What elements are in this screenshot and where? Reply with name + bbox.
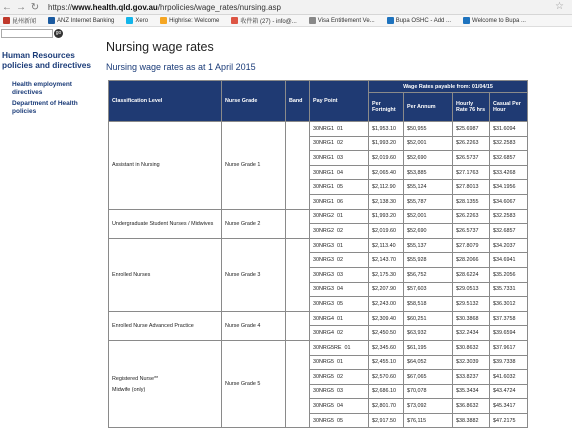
per-fortnight-cell: $2,243.00 bbox=[369, 297, 404, 312]
bookmarks-bar bbox=[0, 15, 572, 27]
per-fortnight-cell: $2,112.90 bbox=[369, 180, 404, 195]
bookmark-favicon-icon bbox=[309, 17, 316, 24]
per-annum-cell: $76,115 bbox=[404, 413, 453, 428]
per-fortnight-cell: $2,138.30 bbox=[369, 194, 404, 209]
hourly-rate-cell: $27.8013 bbox=[453, 180, 490, 195]
wage-rates-table bbox=[108, 80, 528, 428]
per-annum-cell: $55,928 bbox=[404, 253, 453, 268]
search-input[interactable] bbox=[1, 29, 53, 38]
hourly-rate-cell: $35.3434 bbox=[453, 384, 490, 399]
per-annum-cell: $63,932 bbox=[404, 326, 453, 341]
table-body bbox=[109, 122, 528, 428]
pay-point-cell: 30NRG4 02 bbox=[310, 326, 369, 341]
header-pay-point: Pay Point bbox=[310, 81, 369, 122]
bookmark-label: 昆州新闻 bbox=[12, 19, 37, 25]
bookmark-label: Visa Entitlement Ve... bbox=[317, 17, 375, 24]
per-annum-cell: $60,251 bbox=[404, 311, 453, 326]
casual-rate-cell: $31.6094 bbox=[490, 122, 528, 137]
nurse-grade-cell: Nurse Grade 2 bbox=[222, 209, 286, 238]
table-row bbox=[109, 340, 528, 355]
casual-rate-cell: $39.6594 bbox=[490, 326, 528, 341]
pay-point-cell: 30NRG3 02 bbox=[310, 253, 369, 268]
per-annum-cell: $52,690 bbox=[404, 151, 453, 166]
per-fortnight-cell: $2,175.30 bbox=[369, 267, 404, 282]
header-hourly-rate: Hourly Rate 76 hrs bbox=[453, 93, 490, 122]
band-cell bbox=[286, 209, 310, 238]
band-cell bbox=[286, 340, 310, 428]
per-annum-cell: $55,124 bbox=[404, 180, 453, 195]
casual-rate-cell: $39.7338 bbox=[490, 355, 528, 370]
per-fortnight-cell: $1,993.20 bbox=[369, 136, 404, 151]
bookmark-favicon-icon bbox=[231, 17, 238, 24]
per-annum-cell: $73,092 bbox=[404, 399, 453, 414]
casual-rate-cell: $36.3012 bbox=[490, 297, 528, 312]
bookmark-item[interactable] bbox=[228, 16, 296, 25]
classification-cell: Enrolled Nurses bbox=[109, 238, 222, 311]
bookmark-favicon-icon bbox=[387, 17, 394, 24]
per-fortnight-cell: $2,065.40 bbox=[369, 165, 404, 180]
bookmark-favicon-icon bbox=[48, 17, 55, 24]
hourly-rate-cell: $28.2066 bbox=[453, 253, 490, 268]
casual-rate-cell: $37.9617 bbox=[490, 340, 528, 355]
per-annum-cell: $52,690 bbox=[404, 224, 453, 239]
pay-point-cell: 30NRG3 03 bbox=[310, 267, 369, 282]
casual-rate-cell: $32.2583 bbox=[490, 136, 528, 151]
bookmark-item[interactable] bbox=[306, 17, 375, 24]
pay-point-cell: 30NRG5 04 bbox=[310, 399, 369, 414]
casual-rate-cell: $33.4268 bbox=[490, 165, 528, 180]
hourly-rate-cell: $29.5132 bbox=[453, 297, 490, 312]
hourly-rate-cell: $32.3039 bbox=[453, 355, 490, 370]
per-annum-cell: $58,518 bbox=[404, 297, 453, 312]
pay-point-cell: 30NRG1 06 bbox=[310, 194, 369, 209]
star-icon[interactable]: ☆ bbox=[555, 1, 564, 12]
pay-point-cell: 30NRG2 01 bbox=[310, 209, 369, 224]
per-fortnight-cell: $2,345.60 bbox=[369, 340, 404, 355]
hourly-rate-cell: $27.8079 bbox=[453, 238, 490, 253]
casual-rate-cell: $34.1956 bbox=[490, 180, 528, 195]
bookmark-label: Xero bbox=[135, 17, 149, 24]
url-host: www.health.qld.gov.au bbox=[72, 2, 158, 12]
per-annum-cell: $55,137 bbox=[404, 238, 453, 253]
per-annum-cell: $61,195 bbox=[404, 340, 453, 355]
per-annum-cell: $52,001 bbox=[404, 209, 453, 224]
band-cell bbox=[286, 238, 310, 311]
header-classification-level: Classification Level bbox=[109, 81, 222, 122]
per-fortnight-cell: $2,019.60 bbox=[369, 224, 404, 239]
pay-point-cell: 30NRG1 03 bbox=[310, 151, 369, 166]
pay-point-cell: 30NRG1 04 bbox=[310, 165, 369, 180]
pay-point-cell: 30NRG4 01 bbox=[310, 311, 369, 326]
hourly-rate-cell: $26.2263 bbox=[453, 136, 490, 151]
pay-point-cell: 30NRG3 05 bbox=[310, 297, 369, 312]
table-row bbox=[109, 122, 528, 137]
hourly-rate-cell: $25.6987 bbox=[453, 122, 490, 137]
pay-point-cell: 30NRG5 02 bbox=[310, 370, 369, 385]
band-cell bbox=[286, 311, 310, 340]
header-band: Band bbox=[286, 81, 310, 122]
bookmark-item[interactable] bbox=[384, 17, 451, 24]
pay-point-cell: 30NRG2 02 bbox=[310, 224, 369, 239]
casual-rate-cell: $32.6857 bbox=[490, 151, 528, 166]
pay-point-cell: 30NRG1 05 bbox=[310, 180, 369, 195]
per-annum-cell: $55,787 bbox=[404, 194, 453, 209]
url-prefix: https:// bbox=[48, 2, 73, 12]
url-path: /hrpolicies/wage_rates/nursing.asp bbox=[157, 2, 281, 12]
page-subtitle: Nursing wage rates as at 1 April 2015 bbox=[106, 62, 256, 72]
per-fortnight-cell: $2,113.40 bbox=[369, 238, 404, 253]
per-annum-cell: $56,752 bbox=[404, 267, 453, 282]
pay-point-cell: 30NRG5RE 01 bbox=[310, 340, 369, 355]
sidebar bbox=[2, 50, 98, 116]
forward-icon[interactable]: → bbox=[16, 1, 26, 13]
casual-rate-cell: $43.4724 bbox=[490, 384, 528, 399]
casual-rate-cell: $37.3758 bbox=[490, 311, 528, 326]
url-text[interactable] bbox=[48, 3, 281, 12]
bookmark-item[interactable] bbox=[157, 17, 219, 24]
bookmark-label: Highrise: Welcome bbox=[169, 17, 220, 24]
casual-rate-cell: $32.2583 bbox=[490, 209, 528, 224]
hourly-rate-cell: $26.2263 bbox=[453, 209, 490, 224]
table-row bbox=[109, 209, 528, 224]
bookmark-label: ANZ Internet Banking bbox=[57, 17, 115, 24]
casual-rate-cell: $34.6941 bbox=[490, 253, 528, 268]
per-annum-cell: $57,603 bbox=[404, 282, 453, 297]
pay-point-cell: 30NRG1 01 bbox=[310, 122, 369, 137]
hourly-rate-cell: $28.1355 bbox=[453, 194, 490, 209]
hourly-rate-cell: $27.1763 bbox=[453, 165, 490, 180]
per-fortnight-cell: $2,801.70 bbox=[369, 399, 404, 414]
header-per-annum: Per Annum bbox=[404, 93, 453, 122]
bookmark-label: Welcome to Bupa ... bbox=[472, 17, 526, 24]
per-fortnight-cell: $2,570.60 bbox=[369, 370, 404, 385]
bookmark-item[interactable] bbox=[123, 17, 148, 24]
bookmark-favicon-icon bbox=[3, 17, 10, 24]
sidebar-link-health-employment-directives[interactable]: Health employment directives bbox=[12, 81, 72, 96]
nurse-grade-cell: Nurse Grade 3 bbox=[222, 238, 286, 311]
hourly-rate-cell: $32.2434 bbox=[453, 326, 490, 341]
pay-point-cell: 30NRG1 02 bbox=[310, 136, 369, 151]
address-bar[interactable] bbox=[0, 0, 572, 15]
bookmark-favicon-icon bbox=[463, 17, 470, 24]
table-row bbox=[109, 238, 528, 253]
per-annum-cell: $53,885 bbox=[404, 165, 453, 180]
per-annum-cell: $52,001 bbox=[404, 136, 453, 151]
casual-rate-cell: $32.6857 bbox=[490, 224, 528, 239]
bookmark-item[interactable] bbox=[460, 17, 526, 24]
pay-point-cell: 30NRG5 03 bbox=[310, 384, 369, 399]
nurse-grade-cell: Nurse Grade 5 bbox=[222, 340, 286, 428]
page-title: Nursing wage rates bbox=[106, 40, 214, 54]
pay-point-cell: 30NRG3 04 bbox=[310, 282, 369, 297]
hourly-rate-cell: $33.8237 bbox=[453, 370, 490, 385]
classification-cell: Undergraduate Student Nurses / Midwives bbox=[109, 209, 222, 238]
table-row bbox=[109, 311, 528, 326]
casual-rate-cell: $35.7331 bbox=[490, 282, 528, 297]
per-fortnight-cell: $1,953.10 bbox=[369, 122, 404, 137]
casual-rate-cell: $41.6032 bbox=[490, 370, 528, 385]
header-per-fortnight: Per Fortnight bbox=[369, 93, 404, 122]
hourly-rate-cell: $26.5737 bbox=[453, 151, 490, 166]
bookmark-label: 收件箱 (27) - info@... bbox=[240, 19, 297, 25]
per-fortnight-cell: $2,917.50 bbox=[369, 413, 404, 428]
header-casual-per-hour: Casual Per Hour bbox=[490, 93, 528, 122]
bookmark-favicon-icon bbox=[126, 17, 133, 24]
hourly-rate-cell: $26.5737 bbox=[453, 224, 490, 239]
hourly-rate-cell: $38.3882 bbox=[453, 413, 490, 428]
per-fortnight-cell: $2,455.10 bbox=[369, 355, 404, 370]
bookmark-item[interactable] bbox=[45, 17, 114, 24]
hourly-rate-cell: $36.8632 bbox=[453, 399, 490, 414]
casual-rate-cell: $45.3417 bbox=[490, 399, 528, 414]
header-nurse-grade: Nurse Grade bbox=[222, 81, 286, 122]
per-annum-cell: $70,078 bbox=[404, 384, 453, 399]
reload-icon[interactable]: ↻ bbox=[30, 1, 40, 13]
bookmark-favicon-icon bbox=[160, 17, 167, 24]
search-go-button[interactable]: go bbox=[55, 30, 62, 36]
hourly-rate-cell: $29.0513 bbox=[453, 282, 490, 297]
per-annum-cell: $64,052 bbox=[404, 355, 453, 370]
per-fortnight-cell: $2,143.70 bbox=[369, 253, 404, 268]
pay-point-cell: 30NRG5 01 bbox=[310, 355, 369, 370]
per-fortnight-cell: $2,686.10 bbox=[369, 384, 404, 399]
hourly-rate-cell: $28.6224 bbox=[453, 267, 490, 282]
band-cell bbox=[286, 122, 310, 210]
per-fortnight-cell: $2,450.50 bbox=[369, 326, 404, 341]
per-annum-cell: $67,065 bbox=[404, 370, 453, 385]
header-wage-rates-group: Wage Rates payable from: 01/04/15 bbox=[369, 81, 528, 93]
classification-cell: Assistant in Nursing bbox=[109, 122, 222, 210]
bookmark-label: Bupa OSHC - Add ... bbox=[395, 17, 452, 24]
per-fortnight-cell: $2,207.90 bbox=[369, 282, 404, 297]
nurse-grade-cell: Nurse Grade 4 bbox=[222, 311, 286, 340]
classification-cell: Enrolled Nurse Advanced Practice bbox=[109, 311, 222, 340]
casual-rate-cell: $47.2175 bbox=[490, 413, 528, 428]
casual-rate-cell: $34.6067 bbox=[490, 194, 528, 209]
bookmark-item[interactable] bbox=[0, 16, 36, 25]
pay-point-cell: 30NRG5 05 bbox=[310, 413, 369, 428]
per-fortnight-cell: $1,993.20 bbox=[369, 209, 404, 224]
sidebar-heading[interactable]: Human Resources policies and directives bbox=[2, 50, 91, 70]
casual-rate-cell: $35.2056 bbox=[490, 267, 528, 282]
sidebar-link-department-policies[interactable]: Department of Health policies bbox=[12, 100, 78, 115]
nurse-grade-cell: Nurse Grade 1 bbox=[222, 122, 286, 210]
hourly-rate-cell: $30.3868 bbox=[453, 311, 490, 326]
casual-rate-cell: $34.2037 bbox=[490, 238, 528, 253]
back-icon[interactable]: ← bbox=[2, 1, 12, 13]
pay-point-cell: 30NRG3 01 bbox=[310, 238, 369, 253]
per-fortnight-cell: $2,309.40 bbox=[369, 311, 404, 326]
per-fortnight-cell: $2,019.60 bbox=[369, 151, 404, 166]
classification-cell: Registered Nurse** Midwife (only) bbox=[109, 340, 222, 428]
hourly-rate-cell: $30.8632 bbox=[453, 340, 490, 355]
per-annum-cell: $50,955 bbox=[404, 122, 453, 137]
